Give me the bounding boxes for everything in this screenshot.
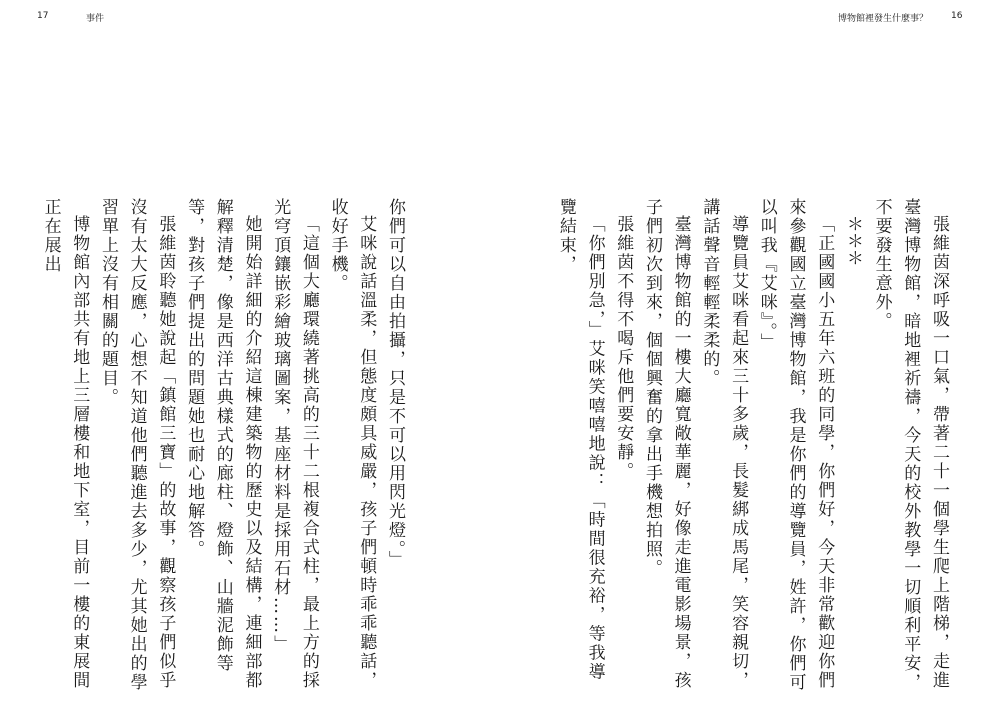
- paragraph: 臺灣博物館的一樓大廳寬敞華麗，好像走進電影場景，孩子們初次到來，個個興奮的拿出手機想拍照。: [641, 198, 691, 690]
- paragraph: 導覽員艾咪看起來三十多歲，長髮綁成馬尾，笑容親切，講話聲音輕輕柔柔的。: [699, 198, 749, 690]
- left-page-number: 17: [37, 11, 49, 21]
- paragraph: 你們可以自由拍攝，只是不可以用閃光燈。」: [385, 198, 405, 570]
- paragraph: 張維茵不得不喝斥他們要安靜。: [613, 215, 634, 481]
- left-running-title: 事件: [86, 14, 105, 24]
- left-page-text: [40, 198, 409, 698]
- right-running-title: 博物館裡發生什麼事？: [838, 14, 929, 24]
- paragraph: 艾咪說話溫柔，但態度頗具威嚴，孩子們頓時乖乖聽話，收好手機。: [327, 198, 377, 690]
- paragraph: 張維茵深呼吸一口氣，帶著二十一個學生爬上階梯，走進臺灣博物館，暗地裡祈禱，今天的校外教學一切順利平安，不要發生意外。: [871, 198, 949, 692]
- paragraph: 她開始詳細的介紹這棟建築物的歷史以及結構，連細部都解釋清楚，像是西洋古典樣式的廊柱、燈飾、山牆泥飾等等，對孩子們提出的問題她也耐心地解答。: [184, 198, 262, 690]
- right-page-number: 16: [951, 11, 963, 21]
- paragraph: 「這個大廳環繞著挑高的三十二根複合式柱，最上方的採光穹頂鑲嵌彩繪玻璃圖案，基座材料是採用石材……」: [270, 198, 319, 690]
- right-page-text: [555, 198, 953, 698]
- scene-break: ＊＊＊: [842, 215, 863, 266]
- paragraph: 博物館內部共有地上三層樓和地下室，目前一樓的東展間正在展出: [40, 198, 90, 690]
- paragraph: 「你們別急，」艾咪笑嘻嘻地說：「時間很充裕，等我導覽結束，: [555, 198, 605, 682]
- paragraph: 「正國國小五年六班的同學，你們好，今天非常歡迎你們來參觀國立臺灣博物館，我是你們的導覽員，姓許，你們可以叫我『艾咪』。」: [756, 198, 835, 692]
- paragraph: 張維茵聆聽她說起「鎮館三寶」的故事，觀察孩子們似乎沒有太大反應，心想不知道他們聽進去多少，尤其她出的學習單上沒有相關的題目。: [97, 198, 176, 692]
